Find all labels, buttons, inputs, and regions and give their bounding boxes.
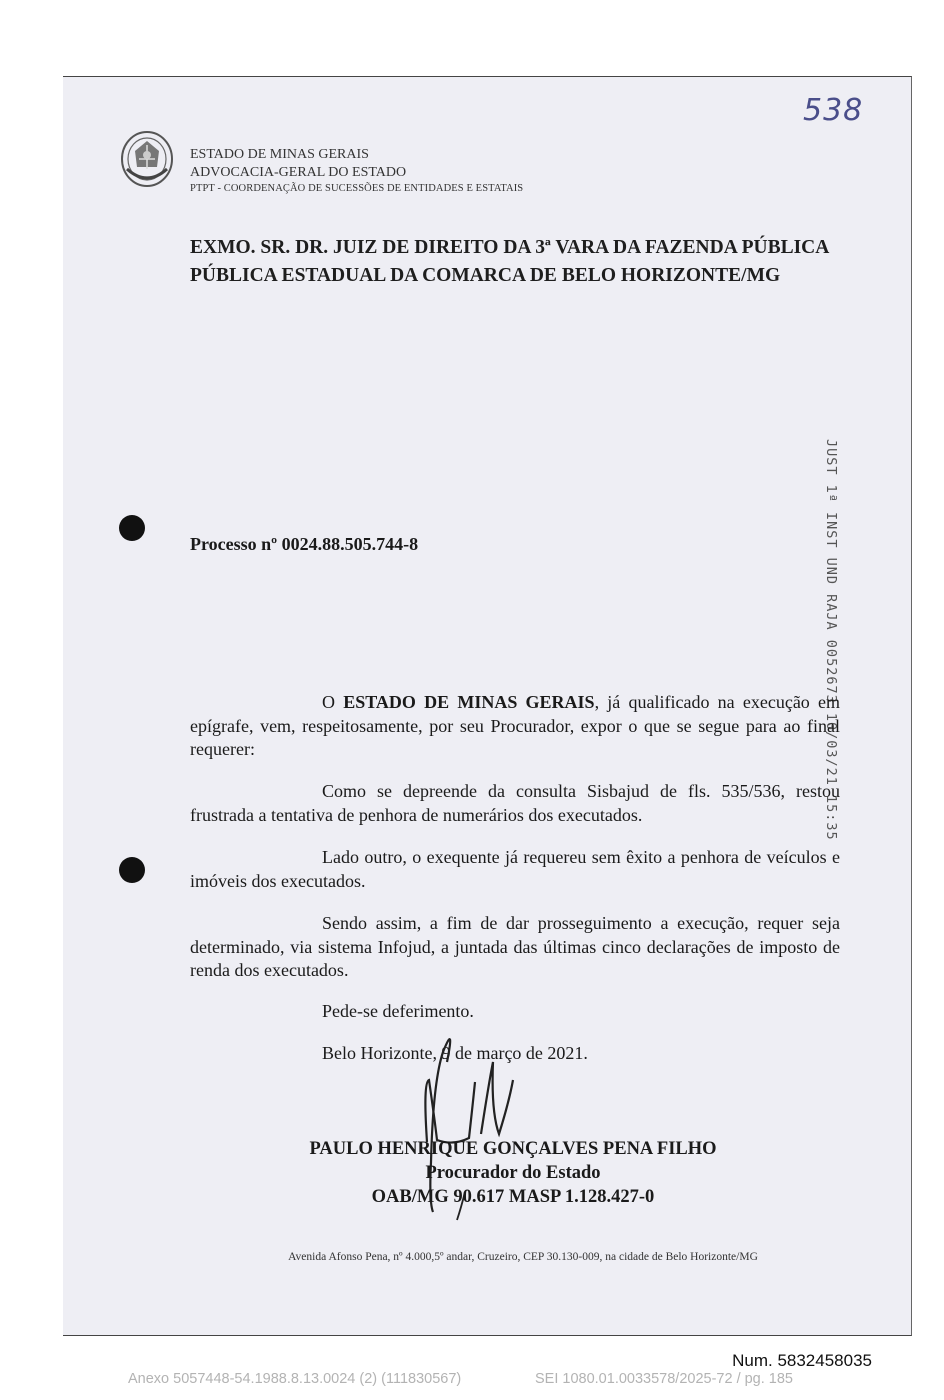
paragraph-intro	[190, 691, 840, 762]
letterhead-footer-address: Avenida Afonso Pena, nº 4.000,5º andar, Cruzeiro, CEP 30.130-009, na cidade de Belo Horizonte/MG	[288, 1251, 758, 1263]
intro-prefix: O	[322, 692, 344, 712]
hole-punch-mark	[119, 515, 145, 541]
paragraph-vehicles: Lado outro, o exequente já requereu sem êxito a penhora de veículos e imóveis dos executados.	[190, 847, 840, 891]
attachment-reference: Anexo 5057448-54.1988.8.13.0024 (2) (111830567)	[128, 1371, 462, 1387]
intro-text: , já qualificado na execução em epígrafe, vem, respeitosamente, por seu Procurador, expor o que se segue para ao final requerer:	[190, 692, 841, 759]
scanned-document-page	[63, 76, 912, 1336]
protocol-stamp: JUST 1ª INST UND RAJA 0052673 10/03/21 15:35	[823, 439, 839, 841]
letterhead-state: ESTADO DE MINAS GERAIS	[190, 147, 369, 162]
signature-block	[243, 1137, 783, 1209]
party-name: ESTADO DE MINAS GERAIS	[343, 692, 595, 712]
hole-punch-mark	[119, 857, 145, 883]
handwritten-page-number: 538	[803, 93, 864, 128]
signatory-name: PAULO HENRIQUE GONÇALVES PENA FILHO	[309, 1139, 717, 1159]
addressee-line-1: EXMO. SR. DR. JUIZ DE DIREITO DA 3ª VARA DA FAZENDA PÚBLICA	[190, 237, 830, 258]
sei-page-reference: SEI 1080.01.0033578/2025-72 / pg. 185	[535, 1371, 793, 1387]
document-number: Num. 5832458035	[732, 1351, 872, 1370]
closing-request: Pede-se deferimento.	[322, 1001, 474, 1021]
signatory-title: Procurador do Estado	[425, 1163, 601, 1183]
letterhead-department: PTPT - COORDENAÇÃO DE SUCESSÕES DE ENTIDADES E ESTATAIS	[190, 183, 524, 194]
signatory-registration: OAB/MG 90.617 MASP 1.128.427-0	[371, 1187, 655, 1207]
place-and-date: Belo Horizonte, 9 de março de 2021.	[322, 1043, 588, 1063]
state-coat-of-arms-seal	[119, 129, 175, 189]
process-number: Processo nº 0024.88.505.744-8	[190, 534, 419, 554]
addressee-heading	[190, 234, 850, 290]
letterhead-agency: ADVOCACIA-GERAL DO ESTADO	[190, 165, 407, 180]
paragraph-request: Sendo assim, a fim de dar prosseguimento a execução, requer seja determinado, via sistema Infojud, a juntada das últimas cinco declarações de imposto de renda dos executados.	[190, 913, 840, 980]
addressee-line-2: PÚBLICA ESTADUAL DA COMARCA DE BELO HORIZONTE/MG	[190, 265, 781, 286]
paragraph-sisbajud: Como se depreende da consulta Sisbajud de fls. 535/536, restou frustrada a tentativa de penhora de numerários dos executados.	[190, 781, 840, 825]
